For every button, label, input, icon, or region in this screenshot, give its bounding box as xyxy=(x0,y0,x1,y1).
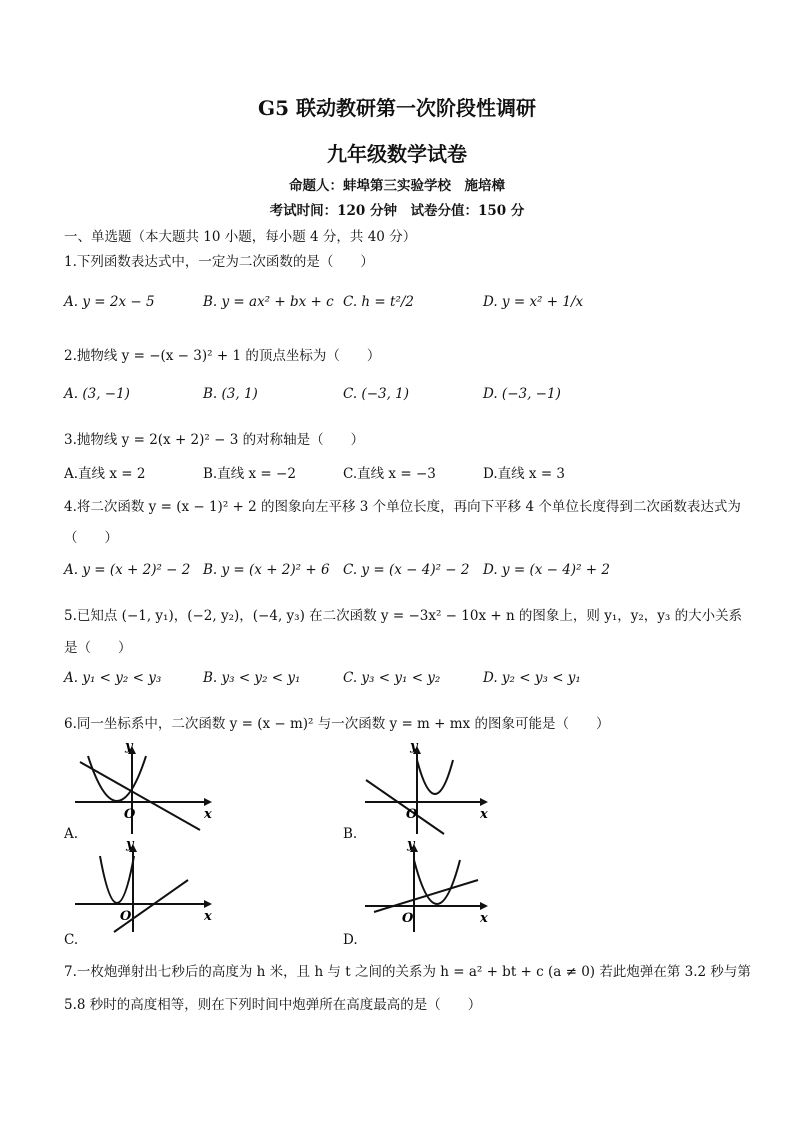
question-6-graph-d[interactable] xyxy=(360,840,500,936)
graph-a-y-label: y xyxy=(125,742,133,754)
question-6-option-c[interactable]: C. xyxy=(64,932,79,948)
section-title: 一、单选题（本大题共 10 小题，每小题 4 分，共 40 分） xyxy=(64,229,417,245)
question-1-option-c[interactable]: C. h = t²/2 xyxy=(343,294,414,310)
question-2-option-c[interactable]: C. (−3, 1) xyxy=(343,386,410,402)
question-2-option-b[interactable]: B. (3, 1) xyxy=(203,386,258,402)
graph-c-x-label: x xyxy=(204,909,212,924)
graph-d-x-label: x xyxy=(480,911,488,926)
question-3-option-c[interactable]: C.直线 x = −3 xyxy=(343,466,436,482)
question-5-stem: 5.已知点 (−1, y₁)，(−2, y₂)，(−4, y₃) 在二次函数 y = −3x² − 10x + n 的图象上，则 y₁，y₂，y₃ 的大小关系 xyxy=(64,608,743,624)
question-6-option-a[interactable]: A. xyxy=(64,826,79,842)
question-6-stem: 6.同一坐标系中，二次函数 y = (x − m)² 与一次函数 y = m + mx 的图象可能是（ ） xyxy=(64,716,610,732)
graph-b-x-label: x xyxy=(480,807,488,822)
question-6-graph-b[interactable] xyxy=(360,742,500,838)
question-5-stem-cont: 是（ ） xyxy=(64,640,132,656)
question-6-graph-c[interactable] xyxy=(70,840,220,936)
exam-info-line: 考试时间：120 分钟 试卷分值：150 分 xyxy=(269,203,525,219)
question-3-option-a[interactable]: A.直线 x = 2 xyxy=(64,466,146,482)
question-5-option-b[interactable]: B. y₃ < y₂ < y₁ xyxy=(203,670,301,686)
question-6-option-b[interactable]: B. xyxy=(343,826,358,842)
question-3-stem: 3.抛物线 y = 2(x + 2)² − 3 的对称轴是（ ） xyxy=(64,432,365,448)
question-1-option-a[interactable]: A. y = 2x − 5 xyxy=(64,294,155,310)
graph-c-origin: O xyxy=(120,909,132,924)
question-3-option-d[interactable]: D.直线 x = 3 xyxy=(483,466,566,482)
graph-b-origin: O xyxy=(406,807,418,822)
question-4-option-c[interactable]: C. y = (x − 4)² − 2 xyxy=(343,562,470,578)
graph-a-x-label: x xyxy=(204,807,212,822)
graph-b-y-label: y xyxy=(410,742,418,754)
question-1-stem: 1.下列函数表达式中，一定为二次函数的是（ ） xyxy=(64,254,374,270)
question-7-stem: 7.一枚炮弹射出七秒后的高度为 h 米，且 h 与 t 之间的关系为 h = a² + bt + c (a ≠ 0) 若此炮弹在第 3.2 秒与第 xyxy=(64,964,751,980)
author-line: 命题人：蚌埠第三实验学校 施培樟 xyxy=(289,178,505,194)
graph-a-origin: O xyxy=(124,807,136,822)
graph-c-y-label: y xyxy=(126,840,134,852)
question-1-option-d[interactable]: D. y = x² + 1/x xyxy=(483,294,584,310)
question-4-option-d[interactable]: D. y = (x − 4)² + 2 xyxy=(483,562,610,578)
question-5-option-c[interactable]: C. y₃ < y₁ < y₂ xyxy=(343,670,441,686)
question-1-option-b[interactable]: B. y = ax² + bx + c xyxy=(203,294,334,310)
graph-d-y-label: y xyxy=(407,840,415,852)
question-2-option-d[interactable]: D. (−3, −1) xyxy=(483,386,561,402)
exam-subtitle: 九年级数学试卷 xyxy=(327,142,467,166)
question-4-stem: 4.将二次函数 y = (x − 1)² + 2 的图象向左平移 3 个单位长度，再向下平移 4 个单位长度得到二次函数表达式为 xyxy=(64,499,741,515)
graph-d-origin: O xyxy=(402,911,414,926)
question-3-option-b[interactable]: B.直线 x = −2 xyxy=(203,466,296,482)
question-4-option-b[interactable]: B. y = (x + 2)² + 6 xyxy=(203,562,330,578)
question-7-stem-cont: 5.8 秒时的高度相等，则在下列时间中炮弹所在高度最高的是（ ） xyxy=(64,997,482,1013)
exam-title: G5 联动教研第一次阶段性调研 xyxy=(258,96,536,120)
question-6-graph-a[interactable] xyxy=(70,742,220,838)
question-6-option-d[interactable]: D. xyxy=(343,932,358,948)
question-4-stem-cont: （ ） xyxy=(64,530,118,546)
question-2-stem: 2.抛物线 y = −(x − 3)² + 1 的顶点坐标为（ ） xyxy=(64,348,381,364)
question-5-option-a[interactable]: A. y₁ < y₂ < y₃ xyxy=(64,670,162,686)
question-4-option-a[interactable]: A. y = (x + 2)² − 2 xyxy=(64,562,191,578)
question-5-option-d[interactable]: D. y₂ < y₃ < y₁ xyxy=(483,670,581,686)
question-2-option-a[interactable]: A. (3, −1) xyxy=(64,386,130,402)
